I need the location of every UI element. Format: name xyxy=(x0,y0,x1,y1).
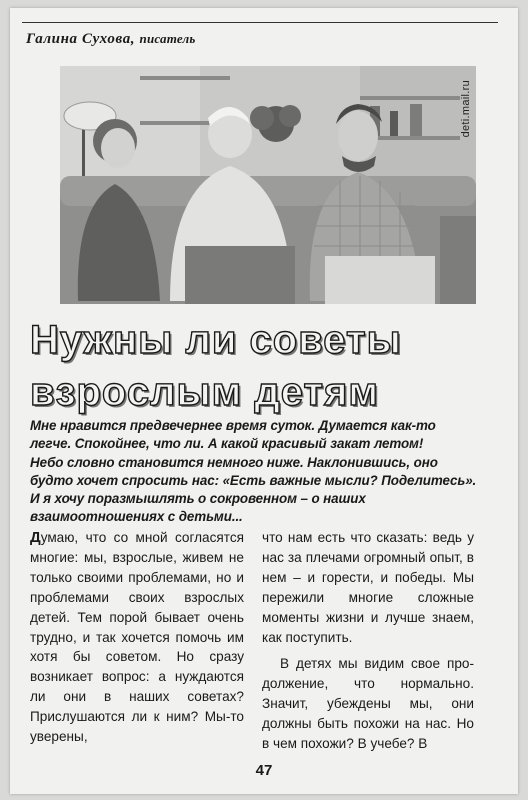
headline-line-1: Нужны ли советы xyxy=(30,318,402,362)
lead-line: будто хочет спросить нас: «Есть важные мысли? Поделитесь». xyxy=(30,472,477,488)
body-paragraph xyxy=(30,528,244,747)
photo-watermark: deti.mail.ru xyxy=(460,80,472,138)
lead-line: И я хочу поразмышлять о сокровенном – о наших xyxy=(30,491,366,507)
article-photo xyxy=(60,66,476,304)
lead-line: взаимоотношениях с детьми... xyxy=(30,509,243,525)
lead-line: Небо словно становится немного ниже. Наклонившись, оно xyxy=(30,454,438,470)
header-rule xyxy=(22,22,498,23)
body-paragraph: В детях мы видим свое продолжение, что нормально. Значит, убеждены мы, они должны быть похожи на нас. Но в чем похожи? В учебе? В xyxy=(262,656,474,752)
drop-cap: Д xyxy=(30,529,41,546)
body-paragraph: что нам есть что сказать: ведь у нас за плечами огромный опыт, в нем – и горести, и победы. Мы пережили многие сложные моменты жизни и лучше знаем, как поступить. xyxy=(262,530,474,645)
headline-line-2: взрослым детям xyxy=(30,370,379,414)
lead-line: Мне нравится предвечернее время суток. Думается как-то xyxy=(30,418,436,433)
family-photo-illustration xyxy=(60,66,476,304)
author-role: писатель xyxy=(139,31,196,46)
lead-paragraph xyxy=(30,417,500,527)
body-column-left xyxy=(30,528,244,747)
lead-line: легче. Спокойнее, что ли. А какой красивый закат летом! xyxy=(30,436,424,452)
author-name: Галина Сухова, xyxy=(26,31,136,47)
body-text: умаю, что со мной согласятся многие: мы, взрослые, живем не только своими проблемами, но и проблемами своих взрослых детей. Тем порой бывает очень трудно, и так хочется помочь им хотя бы советом. Но сразу возникает вопрос: а нуждаются ли они в наших советах? Прислушаются ли к ним? Мы-то уверены, xyxy=(30,530,244,745)
author-byline xyxy=(26,31,196,48)
page-number: 47 xyxy=(255,762,273,779)
body-column-right xyxy=(262,528,474,754)
